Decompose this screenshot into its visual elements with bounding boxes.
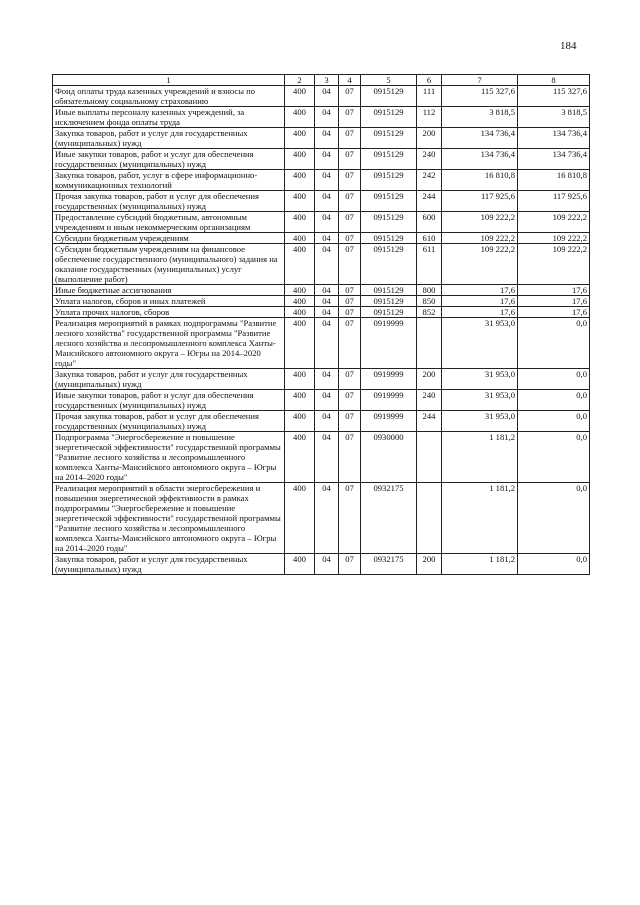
subsection-code: 07 [339, 191, 361, 212]
section-code: 04 [315, 107, 339, 128]
ministry-code: 400 [285, 128, 315, 149]
ministry-code: 400 [285, 307, 315, 318]
amount-col8: 17,6 [518, 307, 590, 318]
amount-col8: 0,0 [518, 318, 590, 369]
target-article-code: 0932175 [361, 554, 417, 575]
row-name: Фонд оплаты труда казенных учреждений и взносы по обязательному социальному страхованию [53, 86, 285, 107]
amount-col7: 31 953,0 [442, 369, 518, 390]
row-name: Подпрограмма "Энергосбережение и повышение энергетической эффективности" государственной программы "Развитие лесного хозяйства и лесопромышленного комплекса Ханты-Мансийского автономного округа – Югры на 2014–2020 годы" [53, 432, 285, 483]
column-header: 6 [417, 75, 442, 86]
subsection-code: 07 [339, 307, 361, 318]
target-article-code: 0915129 [361, 212, 417, 233]
subsection-code: 07 [339, 86, 361, 107]
ministry-code: 400 [285, 390, 315, 411]
expense-type-code: 244 [417, 411, 442, 432]
amount-col8: 16 810,8 [518, 170, 590, 191]
expense-type-code: 852 [417, 307, 442, 318]
amount-col8: 17,6 [518, 296, 590, 307]
amount-col8: 117 925,6 [518, 191, 590, 212]
section-code: 04 [315, 318, 339, 369]
target-article-code: 0915129 [361, 285, 417, 296]
expense-type-code: 200 [417, 554, 442, 575]
section-code: 04 [315, 212, 339, 233]
table-row [53, 307, 590, 318]
expense-type-code: 242 [417, 170, 442, 191]
amount-col7: 109 222,2 [442, 233, 518, 244]
amount-col7: 115 327,6 [442, 86, 518, 107]
table-row [53, 318, 590, 369]
amount-col7: 1 181,2 [442, 483, 518, 554]
subsection-code: 07 [339, 318, 361, 369]
table-row [53, 233, 590, 244]
column-header: 3 [315, 75, 339, 86]
subsection-code: 07 [339, 390, 361, 411]
amount-col8: 109 222,2 [518, 244, 590, 285]
target-article-code: 0919999 [361, 369, 417, 390]
section-code: 04 [315, 411, 339, 432]
ministry-code: 400 [285, 432, 315, 483]
section-code: 04 [315, 244, 339, 285]
amount-col7: 17,6 [442, 285, 518, 296]
target-article-code: 0930000 [361, 432, 417, 483]
target-article-code: 0919999 [361, 390, 417, 411]
table-row [53, 170, 590, 191]
expense-type-code [417, 483, 442, 554]
row-name: Реализация мероприятий в области энергосбережения и повышения энергетической эффективности в рамках подпрограммы "Энергосбережение и повышение энергетической эффективности" государственной программы "Развитие лесного хозяйства и лесопромышленного комплекса Ханты-Мансийского автономного округа – Югры на 2014–2020 годы" [53, 483, 285, 554]
table-body [53, 86, 590, 575]
section-code: 04 [315, 86, 339, 107]
section-code: 04 [315, 554, 339, 575]
amount-col8: 134 736,4 [518, 149, 590, 170]
amount-col8: 0,0 [518, 411, 590, 432]
amount-col7: 31 953,0 [442, 390, 518, 411]
amount-col7: 16 810,8 [442, 170, 518, 191]
budget-table [52, 74, 590, 575]
row-name: Иные закупки товаров, работ и услуг для обеспечения государственных (муниципальных) нужд [53, 149, 285, 170]
expense-type-code: 240 [417, 390, 442, 411]
target-article-code: 0915129 [361, 296, 417, 307]
expense-type-code: 112 [417, 107, 442, 128]
target-article-code: 0915129 [361, 128, 417, 149]
table-row [53, 149, 590, 170]
expense-type-code: 111 [417, 86, 442, 107]
target-article-code: 0915129 [361, 191, 417, 212]
row-name: Субсидии бюджетным учреждениям на финансовое обеспечение государственного (муниципального) задания на оказание государственных (муниципальных) услуг (выполнение работ) [53, 244, 285, 285]
subsection-code: 07 [339, 107, 361, 128]
ministry-code: 400 [285, 554, 315, 575]
expense-type-code: 610 [417, 233, 442, 244]
amount-col7: 31 953,0 [442, 318, 518, 369]
table-row [53, 128, 590, 149]
section-code: 04 [315, 483, 339, 554]
row-name: Закупка товаров, работ и услуг для государственных (муниципальных) нужд [53, 554, 285, 575]
target-article-code: 0919999 [361, 411, 417, 432]
amount-col7: 134 736,4 [442, 128, 518, 149]
row-name: Уплата прочих налогов, сборов [53, 307, 285, 318]
section-code: 04 [315, 390, 339, 411]
section-code: 04 [315, 307, 339, 318]
amount-col8: 109 222,2 [518, 212, 590, 233]
subsection-code: 07 [339, 432, 361, 483]
subsection-code: 07 [339, 554, 361, 575]
ministry-code: 400 [285, 149, 315, 170]
table-row [53, 411, 590, 432]
target-article-code: 0915129 [361, 307, 417, 318]
column-header: 2 [285, 75, 315, 86]
row-name: Прочая закупка товаров, работ и услуг для обеспечения государственных (муниципальных) нужд [53, 191, 285, 212]
amount-col7: 1 181,2 [442, 554, 518, 575]
row-name: Уплата налогов, сборов и иных платежей [53, 296, 285, 307]
table-row [53, 244, 590, 285]
subsection-code: 07 [339, 170, 361, 191]
amount-col8: 109 222,2 [518, 233, 590, 244]
row-name: Закупка товаров, работ и услуг для государственных (муниципальных) нужд [53, 369, 285, 390]
amount-col7: 17,6 [442, 307, 518, 318]
ministry-code: 400 [285, 285, 315, 296]
amount-col8: 3 818,5 [518, 107, 590, 128]
target-article-code: 0919999 [361, 318, 417, 369]
amount-col7: 3 818,5 [442, 107, 518, 128]
row-name: Иные выплаты персоналу казенных учреждений, за исключением фонда оплаты труда [53, 107, 285, 128]
target-article-code: 0915129 [361, 86, 417, 107]
subsection-code: 07 [339, 212, 361, 233]
table-row [53, 285, 590, 296]
row-name: Закупка товаров, работ, услуг в сфере информационно-коммуникационных технологий [53, 170, 285, 191]
target-article-code: 0932175 [361, 483, 417, 554]
table-row [53, 212, 590, 233]
column-header: 4 [339, 75, 361, 86]
amount-col8: 0,0 [518, 432, 590, 483]
ministry-code: 400 [285, 369, 315, 390]
table-row [53, 296, 590, 307]
row-name: Предоставление субсидий бюджетным, автономным учреждениям и иным некоммерческим организациям [53, 212, 285, 233]
section-code: 04 [315, 149, 339, 170]
row-name: Иные закупки товаров, работ и услуг для обеспечения государственных (муниципальных) нужд [53, 390, 285, 411]
section-code: 04 [315, 170, 339, 191]
ministry-code: 400 [285, 411, 315, 432]
ministry-code: 400 [285, 86, 315, 107]
table-row [53, 483, 590, 554]
amount-col7: 117 925,6 [442, 191, 518, 212]
subsection-code: 07 [339, 483, 361, 554]
row-name: Иные бюджетные ассигнования [53, 285, 285, 296]
row-name: Прочая закупка товаров, работ и услуг для обеспечения государственных (муниципальных) нужд [53, 411, 285, 432]
expense-type-code: 600 [417, 212, 442, 233]
ministry-code: 400 [285, 170, 315, 191]
target-article-code: 0915129 [361, 170, 417, 191]
amount-col8: 115 327,6 [518, 86, 590, 107]
column-header: 1 [53, 75, 285, 86]
subsection-code: 07 [339, 128, 361, 149]
column-header: 5 [361, 75, 417, 86]
expense-type-code [417, 432, 442, 483]
ministry-code: 400 [285, 244, 315, 285]
table-row [53, 369, 590, 390]
subsection-code: 07 [339, 369, 361, 390]
expense-type-code: 800 [417, 285, 442, 296]
amount-col8: 134 736,4 [518, 128, 590, 149]
amount-col7: 134 736,4 [442, 149, 518, 170]
ministry-code: 400 [285, 483, 315, 554]
amount-col7: 17,6 [442, 296, 518, 307]
column-header: 7 [442, 75, 518, 86]
subsection-code: 07 [339, 244, 361, 285]
amount-col7: 1 181,2 [442, 432, 518, 483]
page-number: 184 [560, 40, 577, 52]
table-row [53, 86, 590, 107]
target-article-code: 0915129 [361, 107, 417, 128]
target-article-code: 0915129 [361, 233, 417, 244]
amount-col7: 109 222,2 [442, 244, 518, 285]
expense-type-code [417, 318, 442, 369]
amount-col8: 0,0 [518, 483, 590, 554]
row-name: Субсидии бюджетным учреждениям [53, 233, 285, 244]
table-row [53, 390, 590, 411]
ministry-code: 400 [285, 318, 315, 369]
amount-col8: 0,0 [518, 369, 590, 390]
subsection-code: 07 [339, 233, 361, 244]
row-name: Реализация мероприятий в рамках подпрограммы "Развитие лесного хозяйства" государственной программы "Развитие лесного хозяйства и лесопромышленного комплекса Ханты-Мансийского автономного округа – Югры на 2014–2020 годы" [53, 318, 285, 369]
row-name: Закупка товаров, работ и услуг для государственных (муниципальных) нужд [53, 128, 285, 149]
ministry-code: 400 [285, 191, 315, 212]
expense-type-code: 244 [417, 191, 442, 212]
ministry-code: 400 [285, 107, 315, 128]
subsection-code: 07 [339, 149, 361, 170]
section-code: 04 [315, 296, 339, 307]
expense-type-code: 850 [417, 296, 442, 307]
subsection-code: 07 [339, 296, 361, 307]
table-row [53, 432, 590, 483]
section-code: 04 [315, 432, 339, 483]
expense-type-code: 200 [417, 369, 442, 390]
target-article-code: 0915129 [361, 149, 417, 170]
table-row [53, 191, 590, 212]
table-row [53, 554, 590, 575]
amount-col7: 31 953,0 [442, 411, 518, 432]
amount-col8: 0,0 [518, 554, 590, 575]
ministry-code: 400 [285, 233, 315, 244]
expense-type-code: 611 [417, 244, 442, 285]
expense-type-code: 200 [417, 128, 442, 149]
subsection-code: 07 [339, 411, 361, 432]
ministry-code: 400 [285, 296, 315, 307]
table-row [53, 107, 590, 128]
amount-col7: 109 222,2 [442, 212, 518, 233]
section-code: 04 [315, 191, 339, 212]
amount-col8: 0,0 [518, 390, 590, 411]
section-code: 04 [315, 233, 339, 244]
section-code: 04 [315, 369, 339, 390]
column-header: 8 [518, 75, 590, 86]
table-header-row [53, 75, 590, 86]
expense-type-code: 240 [417, 149, 442, 170]
ministry-code: 400 [285, 212, 315, 233]
section-code: 04 [315, 285, 339, 296]
target-article-code: 0915129 [361, 244, 417, 285]
amount-col8: 17,6 [518, 285, 590, 296]
section-code: 04 [315, 128, 339, 149]
subsection-code: 07 [339, 285, 361, 296]
